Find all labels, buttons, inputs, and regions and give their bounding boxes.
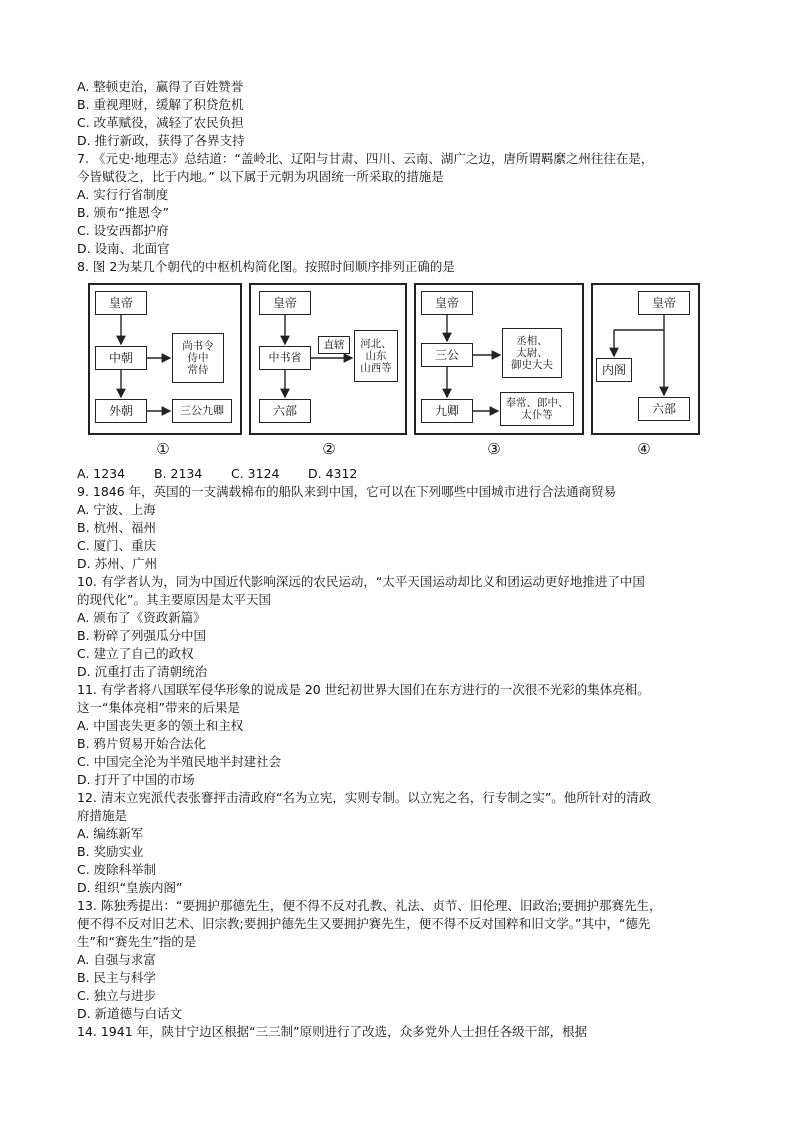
q13-option-b: B. 民主与科学 — [77, 970, 157, 985]
q11-option-b: B. 鸦片贸易开始合法化 — [77, 736, 207, 751]
q7-option-a: A. 实行行省制度 — [77, 187, 169, 202]
q8-option-c: C. 3124 — [231, 466, 280, 481]
diagram-2-direct-label: 直辖 — [318, 336, 350, 354]
q12-option-a: A. 编练新军 — [77, 826, 144, 841]
q10-option-a: A. 颁布了《资政新篇》 — [77, 610, 206, 625]
q12-option-c: C. 废除科举制 — [77, 862, 157, 877]
figure-2-diagram — [0, 0, 794, 470]
diagram-4-six-ministries: 六部 — [638, 397, 690, 421]
q7-option-d: D. 设南、北面官 — [77, 241, 170, 256]
q10-stem-line1: 10. 有学者认为，同为中国近代影响深远的农民运动，“太平天国运动却比义和团运动更好地推进了中国 — [77, 574, 645, 589]
q9-option-b: B. 杭州、福州 — [77, 520, 157, 535]
q8-option-d: D. 4312 — [308, 466, 358, 481]
diagram-1-three-ducal: 三公九卿 — [172, 399, 232, 423]
diagram-1-emperor: 皇帝 — [95, 291, 147, 315]
diagram-1-label: ① — [156, 440, 170, 458]
q12-stem-line1: 12. 清末立宪派代表张謇抨击清政府“名为立宪，实则专制。以立宪之名，行专制之实”。他所针对的清政 — [77, 790, 652, 805]
q11-stem-line2: 这一“集体亮相”带来的后果是 — [77, 700, 240, 715]
q9-option-d: D. 苏州、广州 — [77, 556, 158, 571]
q6-option-d: D. 推行新政，获得了各界支持 — [77, 133, 245, 148]
q9-stem: 9. 1846 年，英国的一支满载棉布的船队来到中国，它可以在下列哪些中国城市进行合法通商贸易 — [77, 484, 617, 499]
q13-stem-line3: 生”和“赛先生”指的是 — [77, 934, 197, 949]
q8-option-b: B. 2134 — [154, 466, 203, 481]
q9-option-a: A. 宁波、上海 — [77, 502, 156, 517]
q11-option-a: A. 中国丧失更多的领土和主权 — [77, 718, 244, 733]
q13-stem-line1: 13. 陈独秀提出：“要拥护那德先生，便不得不反对孔教、礼法、贞节、旧伦理、旧政治;要拥护那赛先生， — [77, 898, 662, 913]
diagram-4-label: ④ — [637, 440, 651, 458]
diagram-3-label: ③ — [487, 440, 501, 458]
diagram-1-inner-court: 中朝 — [95, 346, 147, 370]
diagram-2-secretariat: 中书省 — [259, 346, 311, 370]
q7-stem-line2: 今皆赋役之，比于内地。” 以下属于元朝为巩固统一所采取的措施是 — [77, 169, 444, 184]
diagram-3-three-ducal: 三公 — [421, 343, 473, 367]
q7-option-c: C. 设安西都护府 — [77, 223, 169, 238]
q12-option-b: B. 奖励实业 — [77, 844, 144, 859]
q11-option-d: D. 打开了中国的市场 — [77, 772, 195, 787]
diagram-4-grand-secretariat: 内阁 — [596, 358, 632, 382]
q10-option-c: C. 建立了自己的政权 — [77, 646, 194, 661]
q12-option-d: D. 组织“皇族内阁” — [77, 880, 183, 895]
diagram-2-regions: 河北、 山东 山西等 — [354, 330, 398, 382]
q10-option-b: B. 粉碎了列强瓜分中国 — [77, 628, 207, 643]
q13-stem-line2: 便不得不反对旧艺术、旧宗教;要拥护德先生又要拥护赛先生，便不得不反对国粹和旧文学。”其中，“德先 — [77, 916, 651, 931]
q8-options — [77, 465, 357, 482]
diagram-1-inner-officials: 尚书令 侍中 常侍 — [172, 333, 224, 383]
q13-option-c: C. 独立与进步 — [77, 988, 157, 1003]
q9-option-c: C. 厦门、重庆 — [77, 538, 157, 553]
q6-option-b: B. 重视理财，缓解了积贷危机 — [77, 97, 244, 112]
q7-option-b: B. 颁布“推恩令” — [77, 205, 169, 220]
q12-stem-line2: 府措施是 — [77, 808, 128, 823]
diagram-3-emperor: 皇帝 — [421, 291, 473, 315]
q13-option-a: A. 自强与求富 — [77, 952, 156, 967]
q10-stem-line2: 的现代化”。其主要原因是太平天国 — [77, 592, 271, 607]
diagram-3-ducal-officials: 丞相、 太尉、 御史大夫 — [502, 328, 562, 378]
diagram-2-label: ② — [322, 440, 336, 458]
q7-stem-line1: 7. 《元史·地理志》总结道：“盖岭北、辽阳与甘肃、四川、云南、湖广之边，唐所谓羁縻之州往往在是， — [77, 151, 654, 166]
q6-option-c: C. 改革赋役，减轻了农民负担 — [77, 115, 244, 130]
diagram-2-six-ministries: 六部 — [259, 399, 311, 423]
q8-stem: 8. 图 2为某几个朝代的中枢机构简化图。按照时间顺序排列正确的是 — [77, 259, 455, 274]
q6-option-a: A. 整顿吏治，赢得了百姓赞誉 — [77, 79, 244, 94]
diagram-arrows — [0, 0, 794, 470]
q11-option-c: C. 中国完全沦为半殖民地半封建社会 — [77, 754, 282, 769]
q14-stem-line1: 14. 1941 年，陕甘宁边区根据“三三制”原则进行了改选，众多党外人士担任各级干部，根据 — [77, 1024, 588, 1039]
q13-option-d: D. 新道德与白话文 — [77, 1006, 183, 1021]
q8-option-a: A. 1234 — [77, 466, 126, 481]
q10-option-d: D. 沉重打击了清朝统治 — [77, 664, 208, 679]
diagram-1-outer-court: 外朝 — [95, 399, 147, 423]
diagram-3-minister-officials: 奉常、郎中、 太仆等 — [500, 392, 574, 426]
diagram-3-nine-ministers: 九卿 — [421, 399, 473, 423]
diagram-2-emperor: 皇帝 — [259, 291, 311, 315]
q11-stem-line1: 11. 有学者将八国联军侵华形象的说成是 20 世纪初世界大国们在东方进行的一次很不光彩的集体亮相。 — [77, 682, 650, 697]
diagram-4-emperor: 皇帝 — [638, 291, 690, 315]
